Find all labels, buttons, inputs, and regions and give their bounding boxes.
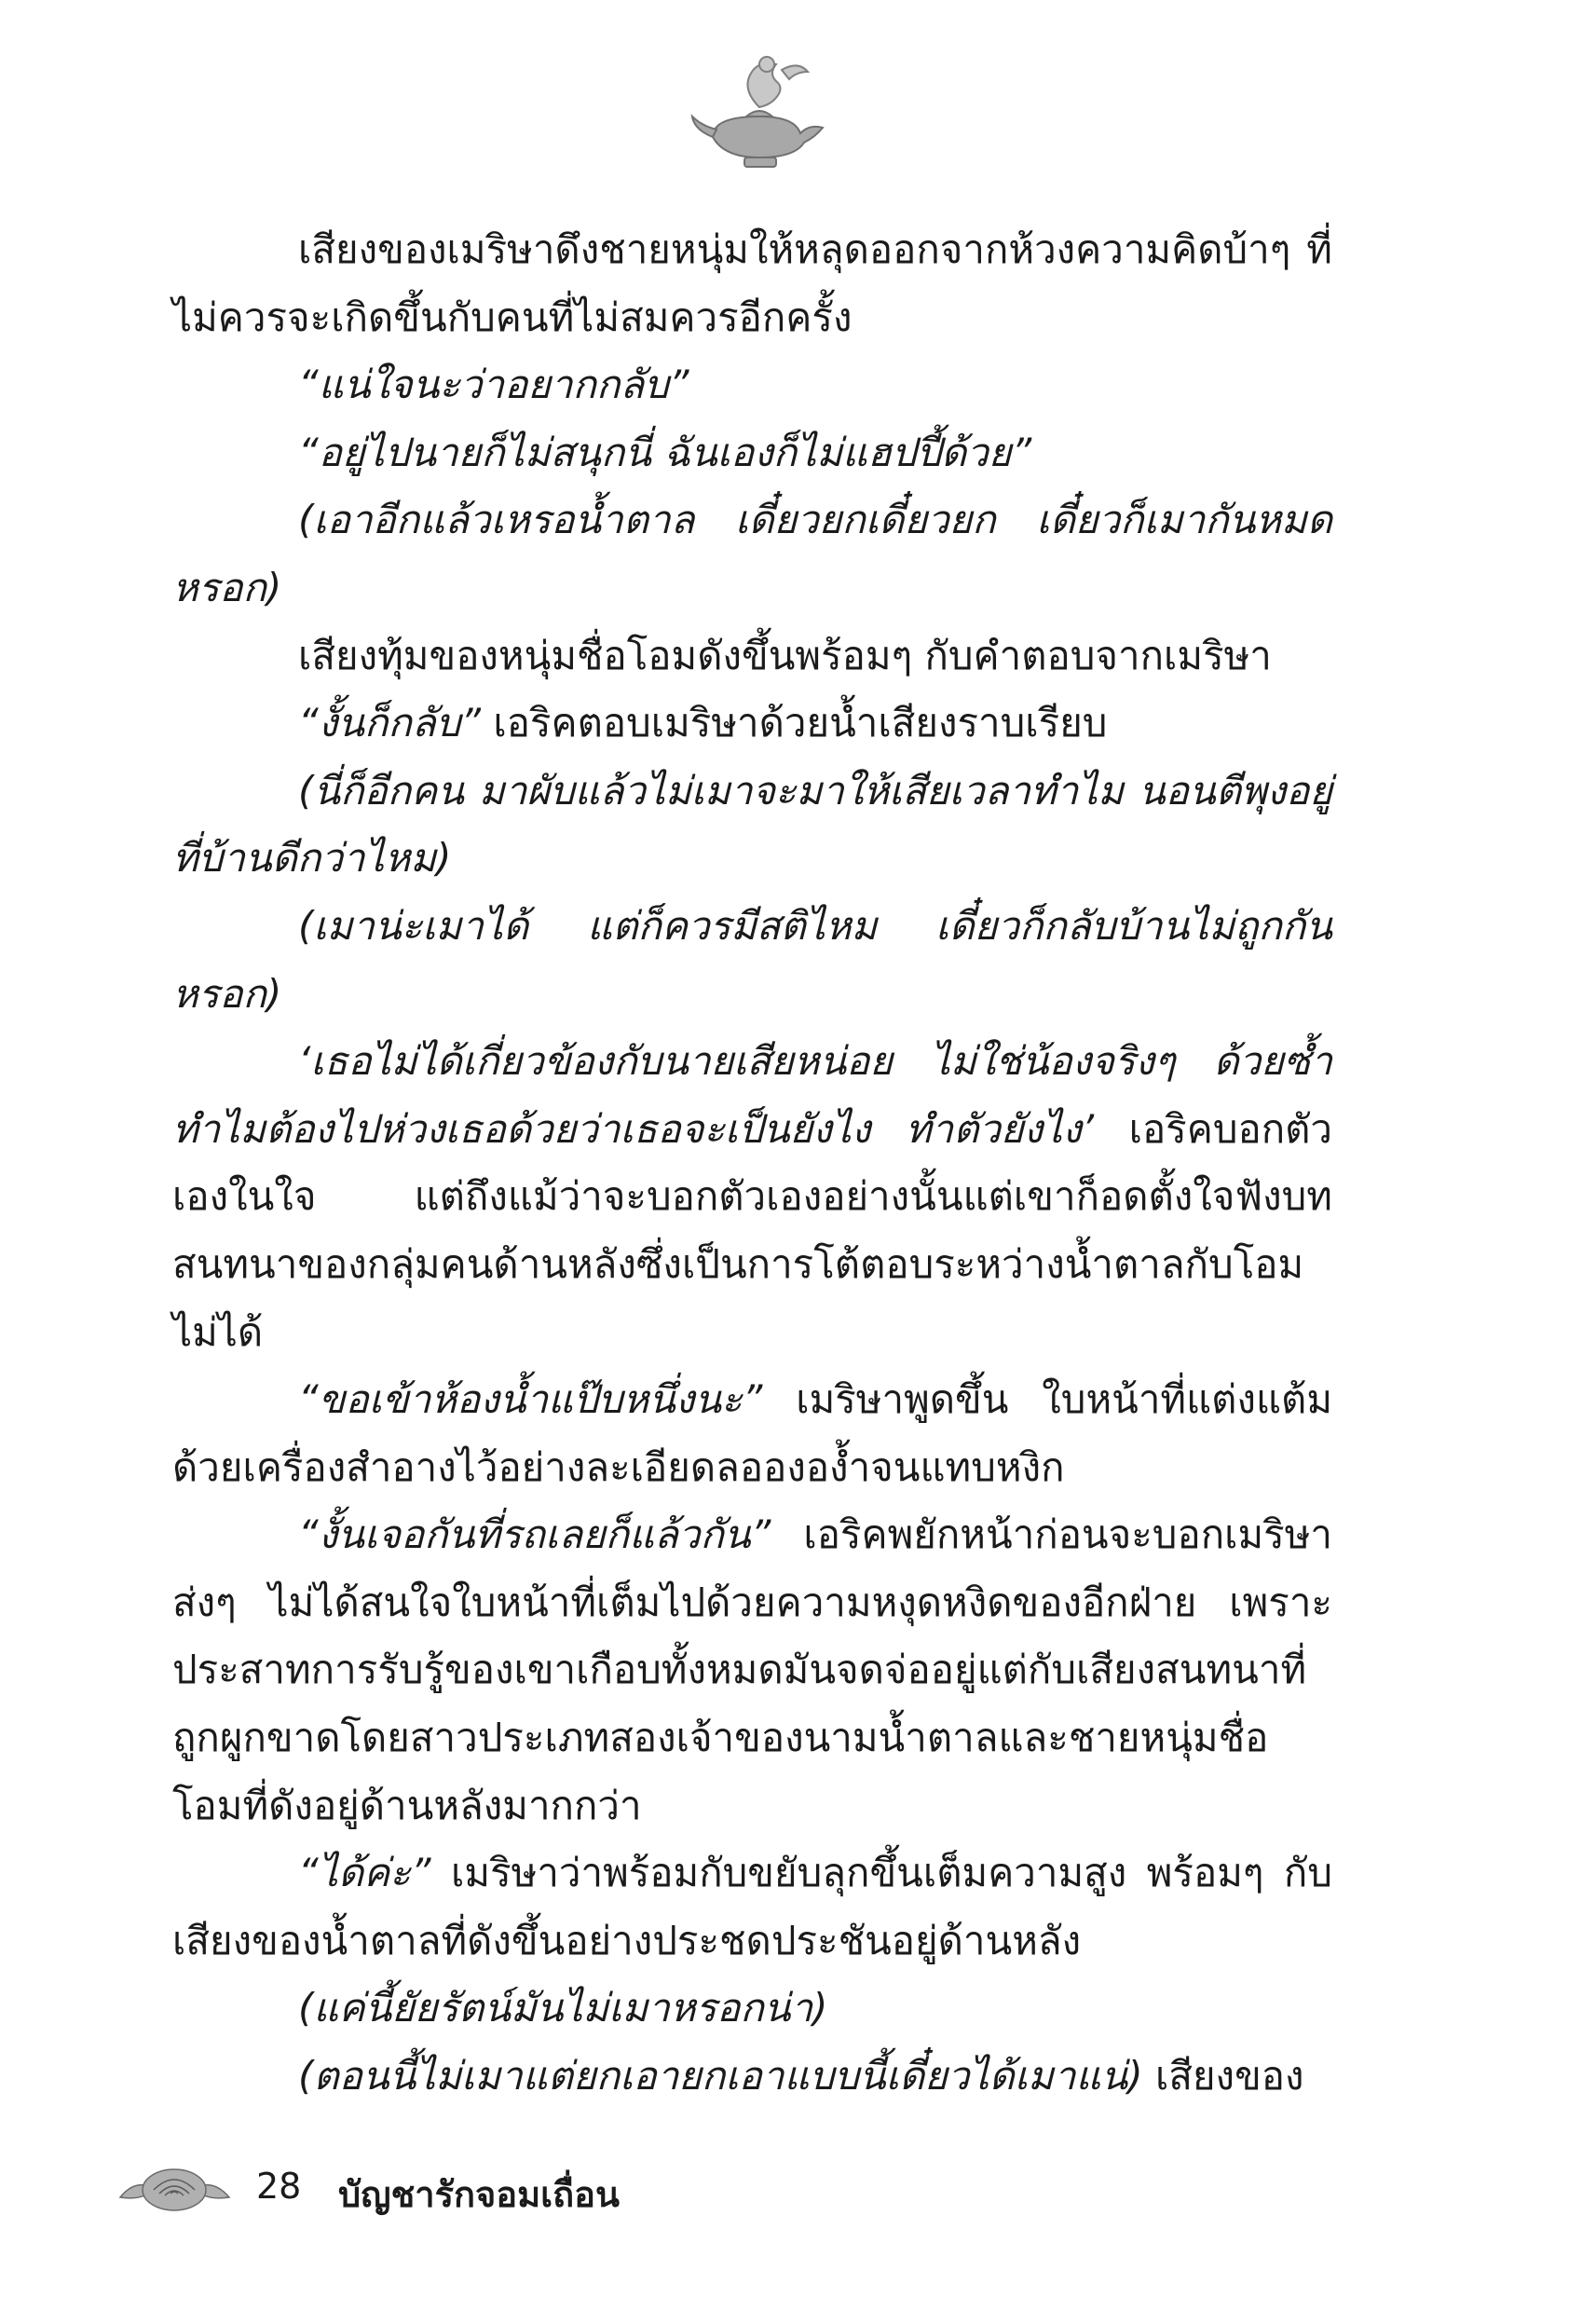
italic-text-segment: “งั้นก็กลับ” [298,700,481,746]
paragraph [172,1366,1332,1501]
paragraph [172,893,1332,1028]
paragraph [172,1839,1332,1975]
paragraph [172,2043,1332,2111]
paragraph [172,1975,1332,2043]
paragraph [172,419,1332,487]
text-segment: เมริษาพูดขึ้น ใบหน้าที่แต่งแต้มด้วยเครื่องสำอางไว้อย่างละเอียดลอององ้ำจนแทบหงิก [172,1376,1332,1490]
genie-lamp-icon [685,51,834,172]
text-segment: เอริคพยักหน้าก่อนจะบอกเมริษาส่งๆ ไม่ได้สนใจใบหน้าที่เต็มไปด้วยความหงุดหงิดของอีกฝ่าย เพราะประสาทการรับรู้ของเขาเกือบทั้งหมดมันจดจ่ออยู่แต่กับเสียงสนทนาที่ถูกผูกขาดโดยสาวประเภทสองเจ้าของนามน้ำตาลและชายหนุ่มชื่อโอมที่ดังอยู่ด้านหลังมากกว่า [172,1511,1332,1828]
italic-text-segment: “อยู่ไปนายก็ไม่สนุกนี่ ฉันเองก็ไม่แฮปปี้ด้วย” [298,429,1032,475]
paragraph [172,622,1332,691]
paragraph [172,1028,1332,1366]
rose-icon [116,2160,233,2216]
page-number: 28 [256,2166,302,2207]
paragraph [172,351,1332,419]
italic-text-segment: “ได้ค่ะ” [298,1850,431,1896]
italic-text-segment: “ขอเข้าห้องน้ำแป๊บหนึ่งนะ” [298,1376,763,1423]
italic-text-segment: (แค่นี้ยัยรัตน์มันไม่เมาหรอกน่า) [298,1985,828,2031]
italic-text-segment: (เมาน่ะเมาได้ แต่ก็ควรมีสติไหม เดี๋ยวก็กลับบ้านไม่ถูกกันหรอก) [172,902,1332,1017]
text-segment: เมริษาว่าพร้อมกับขยับลุกขึ้นเต็มความสูง พร้อมๆ กับเสียงของน้ำตาลที่ดังขึ้นอย่างประชดประชันอยู่ด้านหลัง [172,1850,1332,1963]
italic-text-segment: “งั้นเจอกันที่รถเลยก็แล้วกัน” [298,1511,771,1558]
text-segment: เสียงทุ้มของหนุ่มชื่อโอมดังขึ้นพร้อมๆ กับคำตอบจากเมริษา [298,632,1272,678]
italic-text-segment: (เอาอีกแล้วเหรอน้ำตาล เดี๋ยวยกเดี๋ยวยก เดี๋ยวก็เมากันหมดหรอก) [172,497,1332,610]
italic-text-segment: (นี่ก็อีกคน มาผับแล้วไม่เมาจะมาให้เสียเวลาทำไม นอนตีพุงอยู่ที่บ้านดีกว่าไหม) [172,767,1332,882]
paragraph [172,486,1332,622]
text-segment: เสียงของ [1142,2053,1304,2099]
text-segment: เสียงของเมริษาดึงชายหนุ่มให้หลุดออกจากห้วงความคิดบ้าๆ ที่ไม่ควรจะเกิดขึ้นกับคนที่ไม่สมควรอีกครั้ง [172,226,1332,340]
body-text [172,216,1332,2111]
book-title: บัญชารักจอมเถื่อน [338,2174,620,2215]
text-segment: เอริคบอกตัวเองในใจ แต่ถึงแม้ว่าจะบอกตัวเองอย่างนั้นแต่เขาก็อดตั้งใจฟังบทสนทนาของกลุ่มคนด้านหลังซึ่งเป็นการโต้ตอบระหว่างน้ำตาลกับโอมไม่ได้ [172,1105,1333,1355]
text-segment: เอริคตอบเมริษาด้วยน้ำเสียงราบเรียบ [481,700,1108,746]
paragraph [172,758,1332,893]
paragraph [172,690,1332,758]
italic-text-segment: (ตอนนี้ไม่เมาแต่ยกเอายกเอาแบบนี้เดี๋ยวได้เมาแน่) [298,2053,1143,2099]
italic-text-segment: ‘เธอไม่ได้เกี่ยวข้องกับนายเสียหน่อย ไม่ใช่น้องจริงๆ ด้วยซ้ำ ทำไมต้องไปห่วงเธอด้วยว่าเธอจะเป็นยังไง ทำตัวยังไง’ [172,1038,1332,1152]
paragraph [172,216,1332,351]
paragraph [172,1501,1332,1839]
italic-text-segment: “แน่ใจนะว่าอยากกลับ” [298,362,689,408]
